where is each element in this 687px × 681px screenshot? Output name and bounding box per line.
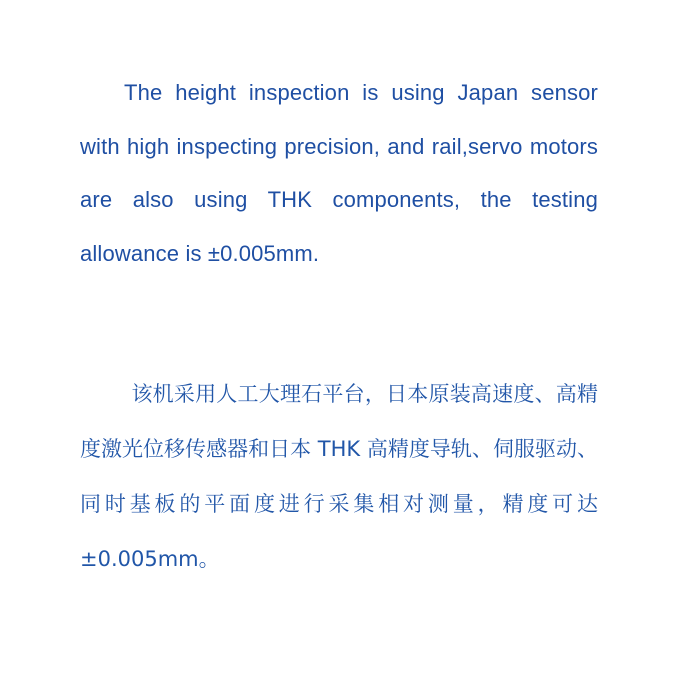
paragraph-chinese: 该机采用人工大理石平台，日本原装高速度、高精度激光位移传感器和日本 THK 高精度导轨、伺服驱动、同时基板的平面度进行采集相对测量，精度可达 ±0.005mm。: [80, 382, 598, 571]
paragraph-english: The height inspection is using Japan sensor with high inspecting precision, and rail,servo motors are also using THK components, the testing allowance is ±0.005mm.: [80, 80, 598, 266]
